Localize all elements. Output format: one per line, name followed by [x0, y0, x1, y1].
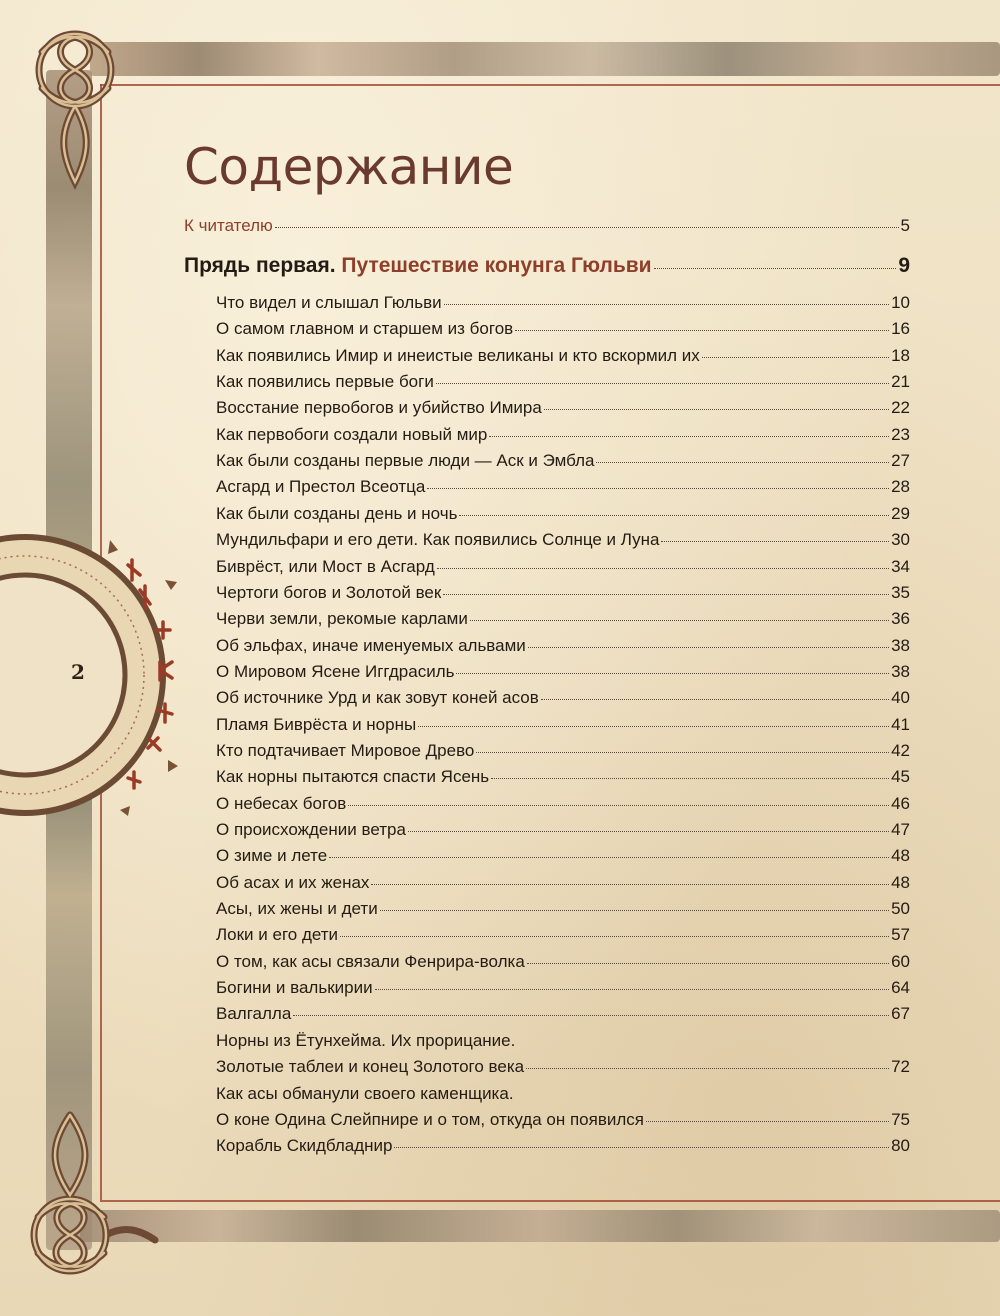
toc-entry[interactable] [216, 1110, 910, 1130]
page-title: Содержание [184, 138, 514, 196]
toc-entry-label: О том, как асы связали Фенрира-волка [216, 951, 525, 971]
toc-entry-page: 36 [891, 609, 910, 629]
celtic-knot-icon [20, 12, 130, 192]
toc-entry-label: Биврёст, или Мост в Асгард [216, 556, 435, 576]
toc-entry-label: О небесах богов [216, 793, 347, 813]
dot-leader [544, 408, 889, 410]
dot-leader [375, 988, 889, 990]
toc-entry-label: О самом главном и старшем из богов [216, 319, 514, 339]
toc-entry-page: 48 [891, 872, 910, 892]
toc-entry[interactable] [216, 794, 910, 814]
toc-entry-page: 9 [898, 254, 910, 277]
toc-entry-page: 47 [891, 820, 910, 839]
toc-entry-label: Как появились первые боги [216, 372, 434, 392]
toc-entry-label: Богини и валькирии [216, 978, 373, 998]
toc-entry[interactable] [216, 1084, 910, 1104]
toc-entry-page: 38 [891, 661, 910, 681]
toc-entry-label: Асы, их жены и дети [216, 899, 378, 919]
dot-leader [661, 540, 889, 542]
frame-inner-rule-top [100, 84, 1000, 86]
dot-leader [491, 777, 889, 779]
toc-entry[interactable] [216, 609, 910, 629]
toc-entry-label: Локи и его дети [216, 925, 339, 945]
part-heading-label [184, 254, 652, 278]
dot-leader [526, 1067, 889, 1069]
toc-entry-page: 41 [891, 714, 910, 734]
dot-leader [489, 435, 889, 437]
toc-entry-label: Восстание первобогов и убийство Имира [216, 398, 542, 418]
toc-entry-page: 23 [891, 424, 910, 444]
toc-entry-page: 16 [891, 319, 910, 339]
toc-entry-page: 29 [891, 503, 910, 523]
rune-wheel-icon [0, 520, 180, 830]
dot-leader [436, 382, 889, 384]
dot-leader [515, 329, 889, 331]
dot-leader [527, 962, 889, 964]
toc-entry-label: Что видел и слышал Гюльви [216, 293, 442, 312]
toc-entry-page: 18 [891, 345, 910, 365]
toc-entry[interactable] [216, 636, 910, 656]
toc-entry-reader[interactable] [184, 216, 910, 236]
frame-inner-rule-bottom [100, 1200, 1000, 1202]
toc-entry-label: Асгард и Престол Всеотца [216, 477, 426, 497]
toc-entry[interactable] [216, 715, 910, 735]
dot-leader [380, 909, 889, 911]
dot-leader [394, 1146, 889, 1148]
dot-leader [371, 883, 889, 885]
toc-entry[interactable] [216, 398, 910, 418]
toc-entry[interactable] [216, 477, 910, 497]
toc-entry-page: 22 [891, 398, 910, 418]
toc-entry-page: 21 [891, 372, 910, 392]
frame-bottom-border [80, 1210, 1000, 1242]
dot-leader [329, 856, 889, 858]
toc-entry-page: 57 [891, 925, 910, 945]
toc-entry[interactable] [216, 1136, 910, 1156]
toc-entry[interactable] [216, 873, 910, 893]
toc-entry[interactable] [216, 293, 910, 313]
dot-leader [348, 804, 889, 806]
toc-entry-page: 80 [891, 1136, 910, 1156]
toc-entry-label: Корабль Скидбладнир [216, 1136, 393, 1156]
toc-entry-label: Как были созданы день и ночь [216, 503, 458, 523]
toc-entry[interactable] [216, 530, 910, 550]
toc-entry[interactable] [216, 372, 910, 392]
toc-entry-page: 34 [891, 556, 910, 576]
toc-entry-label: Кто подтачивает Мировое Древо [216, 740, 475, 760]
toc-entry[interactable] [216, 899, 910, 919]
toc-entry[interactable] [216, 1057, 910, 1077]
page-number: 2 [71, 660, 85, 684]
dot-leader [702, 356, 889, 358]
part-title: Путешествие конунга Гюльви [341, 254, 652, 277]
dot-leader [408, 830, 889, 832]
dot-leader [459, 514, 889, 516]
toc-entry[interactable] [216, 820, 910, 840]
toc-entry[interactable] [216, 662, 910, 682]
toc-entry-page: 40 [891, 688, 910, 708]
toc-entry[interactable] [216, 346, 910, 366]
toc-entry-label: Как были созданы первые люди — Аск и Эмбла [216, 451, 595, 471]
toc-entry-label: О зиме и лете [216, 846, 328, 866]
frame-top-border [90, 42, 1000, 76]
toc-entry-page: 50 [891, 899, 910, 919]
toc-entry[interactable] [216, 952, 910, 972]
dot-leader [596, 461, 889, 463]
dot-leader [444, 303, 889, 305]
toc-entry-label: Золотые таблеи и конец Золотого века [216, 1057, 525, 1077]
dot-leader [418, 725, 889, 727]
toc-entry-page: 67 [891, 1004, 910, 1024]
toc-entry-page: 28 [891, 477, 910, 497]
toc-entry-page: 46 [891, 793, 910, 813]
dot-leader [654, 267, 897, 269]
toc-entry-label: О происхождении ветра [216, 820, 406, 839]
dot-leader [541, 698, 889, 700]
toc-entry-label: О коне Одина Слейпнире и о том, откуда он появился [216, 1109, 644, 1129]
toc-entry[interactable] [216, 451, 910, 471]
toc-entry[interactable] [216, 741, 910, 761]
toc-entry-label: Об асах и их женах [216, 872, 370, 892]
toc-entry-label: Норны из Ётунхейма. Их прорицание. [216, 1030, 516, 1050]
dot-leader [427, 487, 889, 489]
celtic-knot-icon [20, 1105, 160, 1305]
toc-entry-page: 60 [891, 951, 910, 971]
dot-leader [646, 1120, 889, 1122]
toc-entry-page: 27 [891, 451, 910, 471]
toc-entry-page: 64 [891, 978, 910, 998]
dot-leader [456, 672, 889, 674]
toc-entry[interactable] [216, 978, 910, 998]
toc-entry[interactable] [216, 425, 910, 445]
toc-entry-page: 35 [891, 582, 910, 602]
toc-entry-page: 42 [891, 740, 910, 760]
toc-entry[interactable] [216, 925, 910, 945]
toc-entry[interactable] [216, 846, 910, 866]
toc-entry-label: Пламя Биврёста и норны [216, 714, 417, 734]
toc-entry-label: Валгалла [216, 1004, 292, 1024]
toc-entry[interactable] [216, 688, 910, 708]
toc-entry-label: Черви земли, рекомые карлами [216, 609, 468, 629]
toc-entry-label: Мундильфари и его дети. Как появились Солнце и Луна [216, 530, 660, 550]
toc-entry[interactable] [216, 1031, 910, 1051]
toc-entry-page: 48 [891, 846, 910, 866]
toc-entry[interactable] [216, 319, 910, 339]
toc-entry-label: Чертоги богов и Золотой век [216, 582, 442, 602]
toc-entry-page: 30 [891, 530, 910, 550]
toc-entry[interactable] [216, 583, 910, 603]
dot-leader [340, 935, 889, 937]
dot-leader [275, 226, 899, 228]
dot-leader [470, 619, 889, 621]
dot-leader [528, 646, 889, 648]
toc-entry-label: Как норны пытаются спасти Ясень [216, 767, 490, 787]
dot-leader [476, 751, 889, 753]
dot-leader [437, 567, 889, 569]
toc-entry-page: 5 [900, 216, 910, 235]
toc-entry[interactable] [216, 504, 910, 524]
toc-part-heading[interactable] [184, 254, 910, 278]
toc-entry-page: 10 [891, 293, 910, 312]
part-prefix: Прядь первая. [184, 254, 336, 277]
toc-entry-label: Об эльфах, иначе именуемых альвами [216, 635, 526, 655]
toc-entry-page: 72 [891, 1057, 910, 1077]
toc-entry-label: Об источнике Урд и как зовут коней асов [216, 688, 539, 708]
dot-leader [293, 1014, 889, 1016]
toc-entry-page: 75 [891, 1109, 910, 1129]
dot-leader [443, 593, 889, 595]
toc-entry-label: О Мировом Ясене Иггдрасиль [216, 661, 455, 681]
toc-entry-page: 45 [891, 767, 910, 787]
toc-entry-label: К читателю [184, 216, 273, 235]
toc-entry-page: 38 [891, 635, 910, 655]
toc-entry[interactable] [216, 557, 910, 577]
toc-entry-label: Как асы обманули своего каменщика. [216, 1083, 514, 1103]
toc-entry-label: Как первобоги создали новый мир [216, 424, 488, 444]
toc-entry-label: Как появились Имир и инеистые великаны и кто вскормил их [216, 345, 700, 365]
toc-entry[interactable] [216, 1004, 910, 1024]
toc-entry[interactable] [216, 767, 910, 787]
